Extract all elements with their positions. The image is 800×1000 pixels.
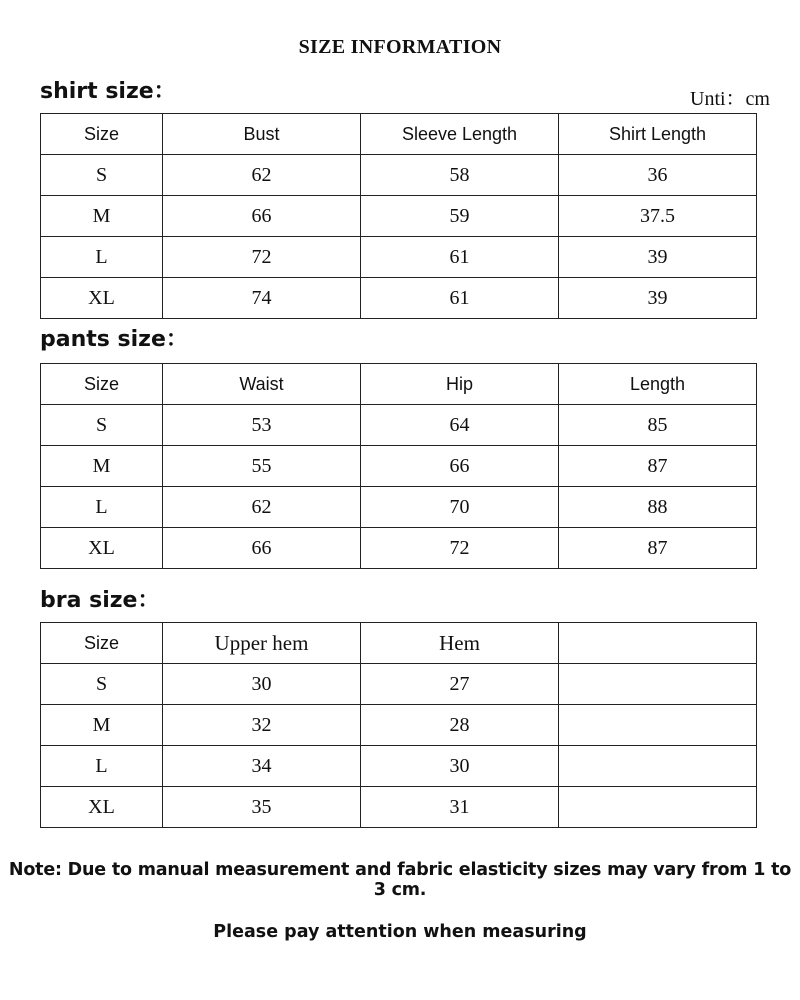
value-cell: 87 [559,528,757,569]
value-cell: 66 [163,528,361,569]
value-cell: 32 [163,705,361,746]
value-cell: 62 [163,487,361,528]
pants-size-table [40,363,757,569]
size-cell: M [41,196,163,237]
header-cell: Waist [163,364,361,405]
size-cell: M [41,705,163,746]
value-cell [559,787,757,828]
table-row [41,446,757,487]
shirt-size-heading: shirt size： [40,79,176,104]
value-cell: 66 [163,196,361,237]
header-cell: Bust [163,114,361,155]
value-cell: 35 [163,787,361,828]
size-cell: L [41,746,163,787]
bra-size-heading: bra size： [40,588,160,613]
value-cell: 58 [361,155,559,196]
size-cell: XL [41,787,163,828]
size-cell: XL [41,278,163,319]
header-cell: Hip [361,364,559,405]
value-cell [559,746,757,787]
header-cell: Hem [361,623,559,664]
value-cell [559,664,757,705]
value-cell: 27 [361,664,559,705]
value-cell: 61 [361,237,559,278]
unit-label: Unti：cm [690,88,770,110]
table-row [41,746,757,787]
value-cell: 30 [361,746,559,787]
table-row [41,196,757,237]
measurement-note: Note: Due to manual measurement and fabric elasticity sizes may vary from 1 to 3 cm. [8,860,792,900]
value-cell: 66 [361,446,559,487]
table-row [41,787,757,828]
value-cell: 74 [163,278,361,319]
value-cell: 59 [361,196,559,237]
size-cell: S [41,664,163,705]
table-row [41,487,757,528]
value-cell: 34 [163,746,361,787]
value-cell: 53 [163,405,361,446]
pants-size-heading: pants size： [40,327,188,352]
value-cell: 55 [163,446,361,487]
value-cell [559,705,757,746]
header-cell: Length [559,364,757,405]
table-row [41,705,757,746]
value-cell: 85 [559,405,757,446]
table-header-row [41,364,757,405]
table-row [41,664,757,705]
header-cell: Sleeve Length [361,114,559,155]
header-cell: Size [41,623,163,664]
value-cell: 31 [361,787,559,828]
header-cell: Size [41,114,163,155]
table-row [41,405,757,446]
table-header-row [41,623,757,664]
value-cell: 87 [559,446,757,487]
size-cell: S [41,155,163,196]
size-cell: XL [41,528,163,569]
size-cell: L [41,487,163,528]
table-header-row [41,114,757,155]
table-row [41,155,757,196]
size-cell: L [41,237,163,278]
value-cell: 88 [559,487,757,528]
page-title: SIZE INFORMATION [298,36,502,58]
table-row [41,278,757,319]
shirt-size-table [40,113,757,319]
bra-size-table [40,622,757,828]
header-cell: Upper hem [163,623,361,664]
header-cell: Size [41,364,163,405]
header-cell [559,623,757,664]
value-cell: 70 [361,487,559,528]
value-cell: 72 [163,237,361,278]
value-cell: 62 [163,155,361,196]
size-cell: M [41,446,163,487]
value-cell: 36 [559,155,757,196]
value-cell: 28 [361,705,559,746]
value-cell: 61 [361,278,559,319]
table-row [41,237,757,278]
value-cell: 39 [559,237,757,278]
value-cell: 30 [163,664,361,705]
value-cell: 64 [361,405,559,446]
value-cell: 37.5 [559,196,757,237]
attention-note: Please pay attention when measuring [213,922,587,942]
table-row [41,528,757,569]
value-cell: 72 [361,528,559,569]
value-cell: 39 [559,278,757,319]
size-cell: S [41,405,163,446]
header-cell: Shirt Length [559,114,757,155]
